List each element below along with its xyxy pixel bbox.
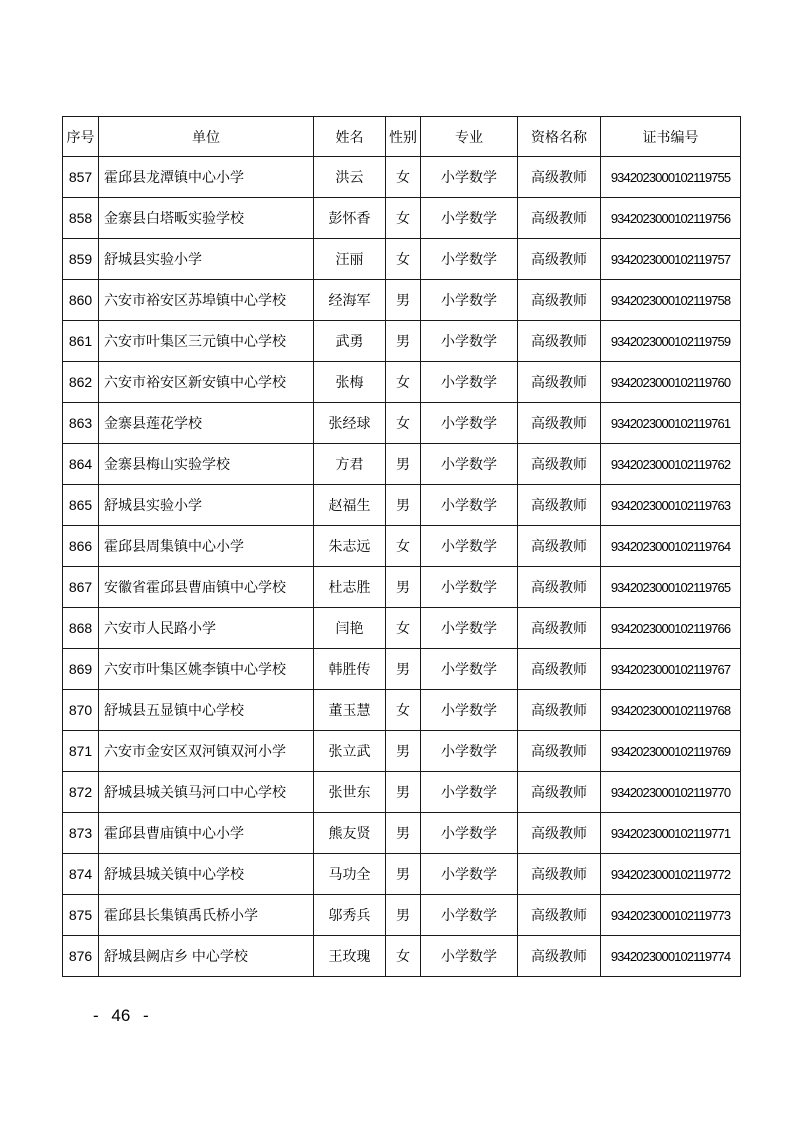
header-qualification: 资格名称	[518, 117, 601, 157]
cell-major: 小学数学	[421, 239, 518, 280]
cell-name: 王玫瑰	[314, 936, 386, 977]
cell-certificate: 9342023000102119763	[601, 485, 741, 526]
cell-certificate: 9342023000102119764	[601, 526, 741, 567]
cell-qualification: 高级教师	[518, 280, 601, 321]
table-row	[63, 403, 741, 444]
cell-qualification: 高级教师	[518, 813, 601, 854]
cell-no: 874	[63, 854, 99, 895]
cell-name: 张梅	[314, 362, 386, 403]
cell-name: 马功全	[314, 854, 386, 895]
cell-major: 小学数学	[421, 772, 518, 813]
cell-qualification: 高级教师	[518, 526, 601, 567]
cell-qualification: 高级教师	[518, 731, 601, 772]
cell-gender: 男	[386, 895, 421, 936]
cell-major: 小学数学	[421, 690, 518, 731]
cell-no: 876	[63, 936, 99, 977]
cell-major: 小学数学	[421, 526, 518, 567]
cell-gender: 女	[386, 239, 421, 280]
table-row	[63, 936, 741, 977]
cell-major: 小学数学	[421, 854, 518, 895]
header-major: 专业	[421, 117, 518, 157]
cell-qualification: 高级教师	[518, 854, 601, 895]
cell-gender: 女	[386, 608, 421, 649]
cell-certificate: 9342023000102119760	[601, 362, 741, 403]
cell-name: 经海军	[314, 280, 386, 321]
cell-no: 862	[63, 362, 99, 403]
table-row	[63, 198, 741, 239]
cell-unit: 金寨县白塔畈实验学校	[99, 198, 314, 239]
table-row	[63, 772, 741, 813]
cell-unit: 舒城县实验小学	[99, 485, 314, 526]
cell-unit: 舒城县阙店乡 中心学校	[99, 936, 314, 977]
cell-gender: 男	[386, 731, 421, 772]
cell-certificate: 9342023000102119773	[601, 895, 741, 936]
cell-name: 赵福生	[314, 485, 386, 526]
cell-name: 张经球	[314, 403, 386, 444]
cell-qualification: 高级教师	[518, 403, 601, 444]
cell-certificate: 9342023000102119759	[601, 321, 741, 362]
cell-qualification: 高级教师	[518, 321, 601, 362]
table-row	[63, 690, 741, 731]
cell-gender: 女	[386, 690, 421, 731]
cell-certificate: 9342023000102119767	[601, 649, 741, 690]
cell-major: 小学数学	[421, 895, 518, 936]
table-row	[63, 526, 741, 567]
cell-major: 小学数学	[421, 362, 518, 403]
header-name: 姓名	[314, 117, 386, 157]
cell-qualification: 高级教师	[518, 444, 601, 485]
cell-qualification: 高级教师	[518, 567, 601, 608]
table-row	[63, 895, 741, 936]
cell-major: 小学数学	[421, 936, 518, 977]
cell-unit: 舒城县城关镇中心学校	[99, 854, 314, 895]
cell-certificate: 9342023000102119768	[601, 690, 741, 731]
cell-no: 869	[63, 649, 99, 690]
cell-name: 杜志胜	[314, 567, 386, 608]
cell-unit: 舒城县城关镇马河口中心学校	[99, 772, 314, 813]
cell-no: 860	[63, 280, 99, 321]
cell-gender: 男	[386, 649, 421, 690]
cell-name: 闫艳	[314, 608, 386, 649]
table-row	[63, 608, 741, 649]
cell-unit: 六安市叶集区三元镇中心学校	[99, 321, 314, 362]
cell-qualification: 高级教师	[518, 936, 601, 977]
table-row	[63, 854, 741, 895]
cell-gender: 男	[386, 854, 421, 895]
header-no: 序号	[63, 117, 99, 157]
cell-unit: 霍邱县龙潭镇中心小学	[99, 157, 314, 198]
cell-major: 小学数学	[421, 157, 518, 198]
cell-qualification: 高级教师	[518, 157, 601, 198]
cell-unit: 六安市金安区双河镇双河小学	[99, 731, 314, 772]
cell-gender: 女	[386, 526, 421, 567]
cell-qualification: 高级教师	[518, 485, 601, 526]
teacher-qualification-table	[62, 116, 741, 977]
cell-qualification: 高级教师	[518, 608, 601, 649]
table-row	[63, 321, 741, 362]
table-header	[63, 117, 741, 157]
cell-no: 858	[63, 198, 99, 239]
cell-no: 867	[63, 567, 99, 608]
cell-no: 868	[63, 608, 99, 649]
cell-gender: 男	[386, 485, 421, 526]
cell-certificate: 9342023000102119774	[601, 936, 741, 977]
cell-name: 张世东	[314, 772, 386, 813]
cell-unit: 安徽省霍邱县曹庙镇中心学校	[99, 567, 314, 608]
cell-name: 洪云	[314, 157, 386, 198]
cell-unit: 六安市裕安区新安镇中心学校	[99, 362, 314, 403]
cell-certificate: 9342023000102119758	[601, 280, 741, 321]
cell-name: 韩胜传	[314, 649, 386, 690]
cell-major: 小学数学	[421, 321, 518, 362]
cell-qualification: 高级教师	[518, 649, 601, 690]
cell-unit: 金寨县梅山实验学校	[99, 444, 314, 485]
cell-certificate: 9342023000102119756	[601, 198, 741, 239]
cell-gender: 女	[386, 157, 421, 198]
cell-major: 小学数学	[421, 403, 518, 444]
cell-unit: 六安市人民路小学	[99, 608, 314, 649]
header-certificate: 证书编号	[601, 117, 741, 157]
cell-qualification: 高级教师	[518, 895, 601, 936]
cell-major: 小学数学	[421, 198, 518, 239]
table-body	[63, 157, 741, 977]
cell-no: 871	[63, 731, 99, 772]
cell-major: 小学数学	[421, 567, 518, 608]
cell-gender: 男	[386, 567, 421, 608]
cell-name: 董玉慧	[314, 690, 386, 731]
cell-major: 小学数学	[421, 280, 518, 321]
cell-major: 小学数学	[421, 813, 518, 854]
cell-no: 865	[63, 485, 99, 526]
cell-name: 熊友贤	[314, 813, 386, 854]
cell-no: 864	[63, 444, 99, 485]
cell-name: 朱志远	[314, 526, 386, 567]
cell-unit: 六安市裕安区苏埠镇中心学校	[99, 280, 314, 321]
cell-certificate: 9342023000102119765	[601, 567, 741, 608]
cell-unit: 霍邱县长集镇禹氏桥小学	[99, 895, 314, 936]
cell-qualification: 高级教师	[518, 362, 601, 403]
cell-unit: 舒城县五显镇中心学校	[99, 690, 314, 731]
cell-certificate: 9342023000102119770	[601, 772, 741, 813]
cell-major: 小学数学	[421, 731, 518, 772]
page-number: - 46 -	[93, 1006, 149, 1025]
cell-gender: 男	[386, 444, 421, 485]
cell-name: 武勇	[314, 321, 386, 362]
cell-certificate: 9342023000102119761	[601, 403, 741, 444]
table-row	[63, 813, 741, 854]
table-row	[63, 731, 741, 772]
cell-qualification: 高级教师	[518, 690, 601, 731]
cell-gender: 女	[386, 198, 421, 239]
cell-certificate: 9342023000102119766	[601, 608, 741, 649]
cell-gender: 男	[386, 321, 421, 362]
cell-gender: 女	[386, 936, 421, 977]
cell-no: 861	[63, 321, 99, 362]
cell-major: 小学数学	[421, 444, 518, 485]
cell-certificate: 9342023000102119757	[601, 239, 741, 280]
cell-gender: 女	[386, 403, 421, 444]
table-row	[63, 239, 741, 280]
cell-no: 863	[63, 403, 99, 444]
table-row	[63, 157, 741, 198]
cell-qualification: 高级教师	[518, 772, 601, 813]
cell-no: 873	[63, 813, 99, 854]
cell-no: 857	[63, 157, 99, 198]
cell-no: 870	[63, 690, 99, 731]
cell-certificate: 9342023000102119762	[601, 444, 741, 485]
header-unit: 单位	[99, 117, 314, 157]
cell-unit: 舒城县实验小学	[99, 239, 314, 280]
cell-unit: 霍邱县曹庙镇中心小学	[99, 813, 314, 854]
cell-certificate: 9342023000102119771	[601, 813, 741, 854]
cell-name: 张立武	[314, 731, 386, 772]
cell-name: 邬秀兵	[314, 895, 386, 936]
cell-no: 875	[63, 895, 99, 936]
cell-certificate: 9342023000102119772	[601, 854, 741, 895]
cell-gender: 男	[386, 280, 421, 321]
header-row	[63, 117, 741, 157]
cell-no: 872	[63, 772, 99, 813]
table-row	[63, 485, 741, 526]
cell-gender: 男	[386, 813, 421, 854]
cell-unit: 霍邱县周集镇中心小学	[99, 526, 314, 567]
cell-gender: 男	[386, 772, 421, 813]
cell-qualification: 高级教师	[518, 239, 601, 280]
header-gender: 性别	[386, 117, 421, 157]
table-row	[63, 444, 741, 485]
cell-qualification: 高级教师	[518, 198, 601, 239]
cell-major: 小学数学	[421, 608, 518, 649]
table-row	[63, 567, 741, 608]
table-row	[63, 362, 741, 403]
cell-name: 汪丽	[314, 239, 386, 280]
table-row	[63, 649, 741, 690]
cell-unit: 六安市叶集区姚李镇中心学校	[99, 649, 314, 690]
cell-certificate: 9342023000102119769	[601, 731, 741, 772]
table-row	[63, 280, 741, 321]
cell-major: 小学数学	[421, 485, 518, 526]
cell-gender: 女	[386, 362, 421, 403]
cell-name: 方君	[314, 444, 386, 485]
cell-no: 866	[63, 526, 99, 567]
cell-no: 859	[63, 239, 99, 280]
cell-major: 小学数学	[421, 649, 518, 690]
cell-certificate: 9342023000102119755	[601, 157, 741, 198]
cell-unit: 金寨县莲花学校	[99, 403, 314, 444]
cell-name: 彭怀香	[314, 198, 386, 239]
